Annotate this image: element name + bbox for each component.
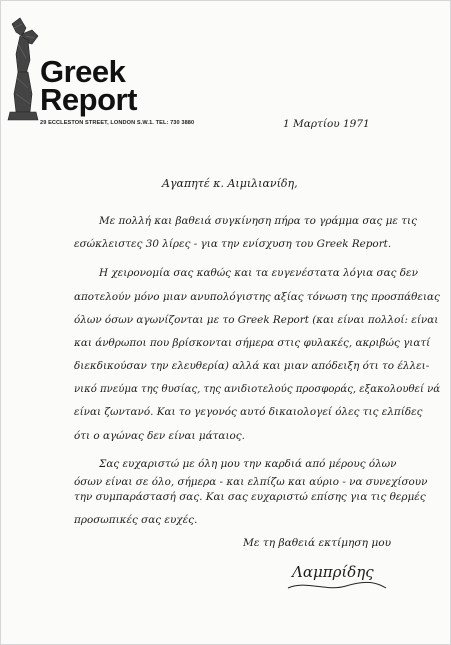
- letterhead: [4, 6, 195, 138]
- letter-closing: Με τη βαθειά εκτίμηση μου: [243, 537, 392, 549]
- brand-name: [40, 54, 137, 117]
- body-line: Σας ευχαριστώ με όλη μου την καρδιά από μέρους όλων: [99, 458, 397, 470]
- body-line: είναι ζωντανό. Και το γεγονός αυτό δικαιολογεί όλες τις ελπίδες: [74, 406, 423, 418]
- body-line: όσων είναι σε όλο, σήμερα - και ελπίζω και αύριο - να συνεχίσουν: [74, 476, 428, 488]
- body-line: Η χειρονομία σας καθώς και τα ευγενέστατα λόγια σας δεν: [99, 267, 418, 279]
- body-line: διεκδικούσαν την ελευθερία) αλλά και μιαν απόδειξη ότι το έλλει-: [74, 360, 430, 372]
- body-line: Με πολλή και βαθειά συγκίνηση πήρα το γράμμα σας με τις: [99, 215, 417, 227]
- letter-date: 1 Μαρτίου 1971: [283, 118, 370, 130]
- brand-line-report: Report: [40, 82, 137, 117]
- body-line: ότι ο αγώνας δεν είναι μάταιος.: [74, 430, 245, 442]
- letter-salutation: Αγαπητέ κ. Αιμιλιανίδη,: [162, 177, 298, 190]
- body-line: και άνθρωποι που βρίσκονται σήμερα στις φυλακές, ακριβώς γιατί: [74, 337, 431, 349]
- body-line: εσώκλειστες 30 λίρες - για την ενίσχυση του Greek Report.: [74, 238, 392, 250]
- body-line: νικό πνεύμα της θυσίας, της ανιδιοτελούς προσφοράς, εξακολουθεί νά: [74, 383, 441, 395]
- body-line: αποτελούν μόνο μιαν ανυπολόγιστης αξίας τόνωση της προσπάθειας: [74, 291, 440, 303]
- winged-victory-statue-logo: [6, 14, 42, 126]
- body-line: προσωπικές σας ευχές.: [74, 514, 198, 526]
- letter-signature: Λαμπρίδης: [292, 563, 374, 581]
- letterhead-address: 29 ECCLESTON STREET, LONDON S.W.1. TEL: 730 3880: [40, 120, 195, 126]
- body-line: την συμπαράστασή σας. Και σας ευχαριστώ επίσης για τις θερμές: [74, 491, 426, 503]
- signature-flourish: [286, 578, 388, 592]
- body-line: όλων όσων αγωνίζονται με το Greek Report (και είναι πολλοί: είναι: [74, 314, 439, 326]
- brand-line-greek: Greek: [40, 54, 126, 89]
